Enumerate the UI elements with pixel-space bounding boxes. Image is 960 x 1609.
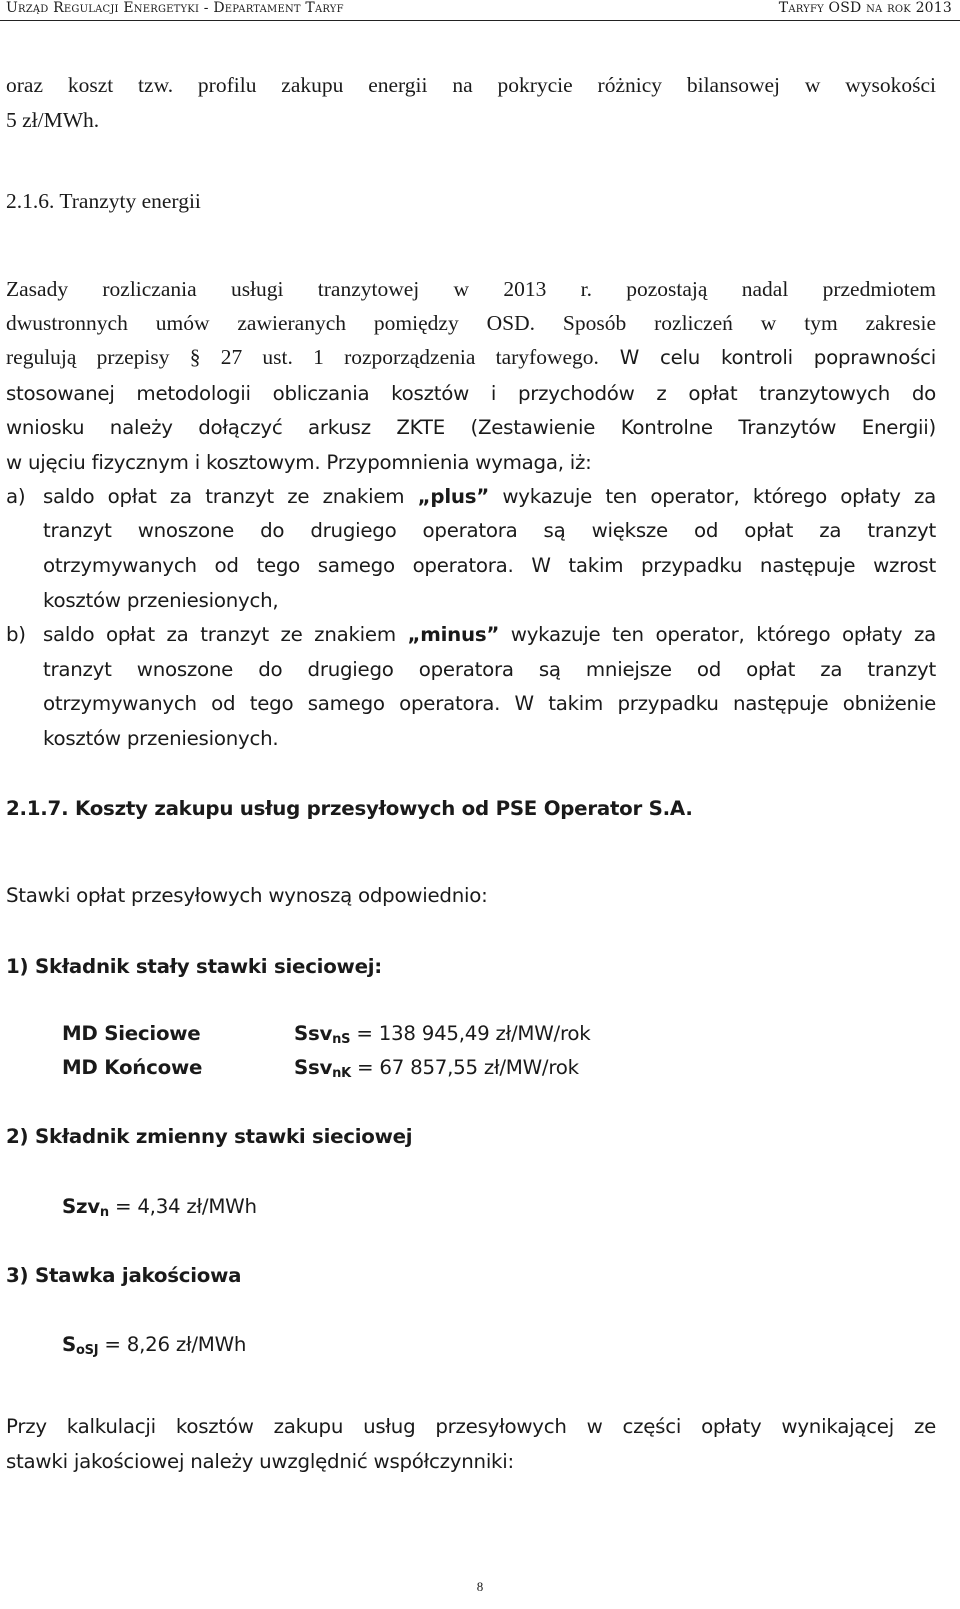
- szv-formula: [62, 1195, 942, 1220]
- szv-value: = 4,34 zł/MWh: [108, 1195, 257, 1218]
- transit-line-4: stosowanej metodologii obliczania kosztów i przychodów z opłat tranzytowych do: [6, 382, 936, 405]
- item-a-plus-keyword: „plus”: [417, 485, 489, 508]
- component-1-row-1: [62, 1022, 942, 1045]
- szv-subscript: n: [99, 1205, 109, 1220]
- item-a-marker: a): [6, 485, 26, 508]
- item-a-line-4: kosztów przeniesionych,: [43, 589, 279, 612]
- ssv-subscript: nK: [332, 1066, 352, 1081]
- ssv-symbol: Ssv: [294, 1022, 333, 1045]
- transit-line-5: wniosku należy dołączyć arkusz ZKTE (Zestawienie Kontrolne Tranzytów Energii): [6, 416, 936, 439]
- md-koncowe-label: MD Końcowe: [62, 1056, 203, 1079]
- item-b-text-post: wykazuje ten operator, którego opłaty za: [499, 623, 937, 646]
- component-1-row-2: [62, 1056, 942, 1079]
- page-header: [0, 0, 960, 21]
- transit-line-3: [6, 345, 936, 370]
- md-sieciowe-label: MD Sieciowe: [62, 1022, 201, 1045]
- transit-line-6: w ujęciu fizycznym i kosztowym. Przypomnienia wymaga, iż:: [6, 451, 592, 474]
- transit-line-2: dwustronnych umów zawieranych pomiędzy OSD. Sposób rozliczeń w tym zakresie: [6, 311, 936, 335]
- item-a-text-post: wykazuje ten operator, którego opłaty za: [488, 485, 937, 508]
- item-b-line-4: kosztów przeniesionych.: [43, 727, 279, 750]
- sosj-formula: [62, 1333, 942, 1358]
- component-2-heading: 2) Składnik zmienny stawki sieciowej: [6, 1125, 413, 1148]
- ssv-symbol: Ssv: [294, 1056, 333, 1079]
- header-left: Urząd Regulacji Energetyki - Departament Taryf: [6, 0, 344, 16]
- section-heading-2-1-7: 2.1.7. Koszty zakupu usług przesyłowych od PSE Operator S.A.: [6, 797, 693, 820]
- transit-line-3-sans: W celu kontroli poprawności: [598, 346, 936, 369]
- item-b-marker: b): [6, 623, 26, 646]
- item-b-text-pre: saldo opłat za tranzyt ze znakiem: [43, 623, 408, 646]
- rates-intro: Stawki opłat przesyłowych wynoszą odpowiednio:: [6, 884, 488, 907]
- item-a-text-pre: saldo opłat za tranzyt ze znakiem: [43, 485, 418, 508]
- ssv-subscript: nS: [332, 1032, 351, 1047]
- s-symbol: S: [62, 1333, 76, 1356]
- item-b-minus-keyword: „minus”: [407, 623, 500, 646]
- para-top-line-1: oraz koszt tzw. profilu zakupu energii na pokrycie różnicy bilansowej w wysokości: [6, 73, 936, 97]
- sosj-subscript: oSJ: [76, 1343, 99, 1358]
- item-a-line-2: tranzyt wnoszone do drugiego operatora są większe od opłat za tranzyt: [43, 519, 936, 542]
- item-a-line-1: [43, 485, 936, 508]
- ssv-nk-value: = 67 857,55 zł/MW/rok: [351, 1056, 579, 1079]
- transit-line-1: Zasady rozliczania usługi tranzytowej w 2013 r. pozostają nadal przedmiotem: [6, 277, 936, 301]
- ssv-ns-formula: [294, 1022, 590, 1047]
- ssv-nk-formula: [294, 1056, 579, 1081]
- ssv-ns-value: = 138 945,49 zł/MW/rok: [350, 1022, 591, 1045]
- closing-line-2: stawki jakościowej należy uwzględnić współczynniki:: [6, 1450, 514, 1473]
- item-b-line-2: tranzyt wnoszone do drugiego operatora są mniejsze od opłat za tranzyt: [43, 658, 936, 681]
- header-right: Taryfy OSD na rok 2013: [778, 0, 952, 16]
- closing-line-1: Przy kalkulacji kosztów zakupu usług przesyłowych w części opłaty wynikającej ze: [6, 1415, 936, 1438]
- transit-line-3-serif: regulują przepisy § 27 ust. 1 rozporządzenia taryfowego.: [6, 345, 599, 369]
- page-number: 8: [476, 1579, 484, 1594]
- sosj-value: = 8,26 zł/MWh: [98, 1333, 247, 1356]
- section-heading-2-1-6: 2.1.6. Tranzyty energii: [6, 189, 201, 213]
- item-b-line-1: [43, 623, 936, 646]
- item-b-line-3: otrzymywanych od tego samego operatora. W takim przypadku następuje obniżenie: [43, 692, 936, 715]
- szv-symbol: Szv: [62, 1195, 100, 1218]
- component-1-heading: 1) Składnik stały stawki sieciowej:: [6, 955, 382, 978]
- item-a-line-3: otrzymywanych od tego samego operatora. W takim przypadku następuje wzrost: [43, 554, 936, 577]
- para-top-line-2: 5 zł/MWh.: [6, 108, 100, 132]
- component-3-heading: 3) Stawka jakościowa: [6, 1264, 242, 1287]
